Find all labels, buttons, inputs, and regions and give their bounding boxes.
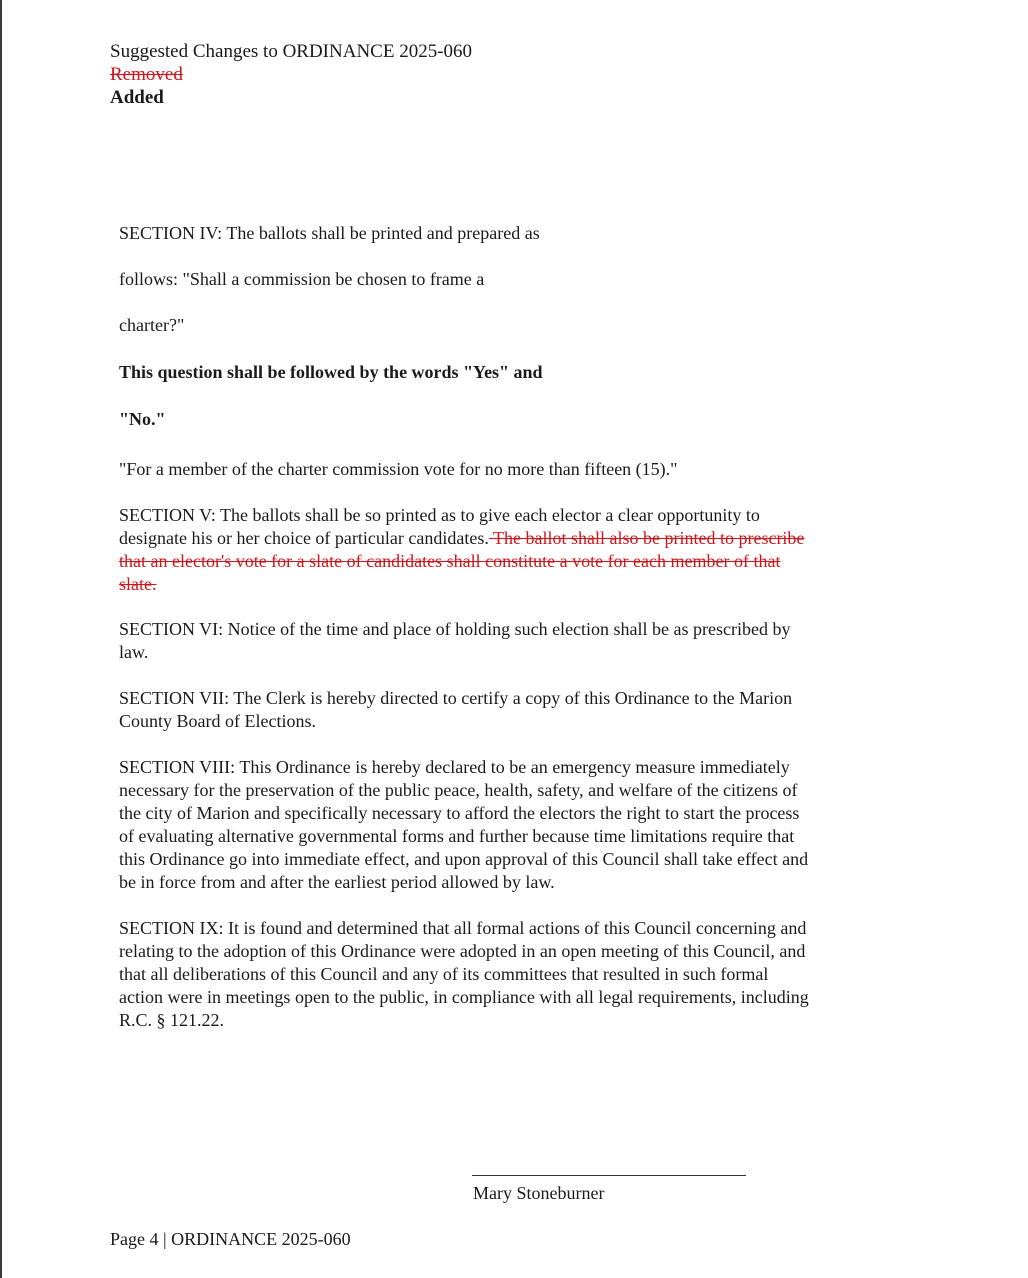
document-header [110,40,472,109]
document-title: Suggested Changes to ORDINANCE 2025-060 [110,41,473,62]
signature-name: Mary Stoneburner [473,1183,605,1203]
section-ix: SECTION IX: It is found and determined that all formal actions of this Council concerning and relating to the adoption of this Ordinance were adopted in an open meeting of this Council, and that all deliberations of this Council and any of its committees that resulted in such formal action were in meetings open to the public, in compliance with all legal requirements, including R.C. § 121.22. [119,918,809,1030]
section-v-removed-text: The ballot shall also be printed to prescribe that an elector's vote for a slate of candidates shall constitute a vote for each member of that slate. [119,528,805,594]
section-iv-added-line-1: This question shall be followed by the words "Yes" and [119,362,543,382]
page-footer: Page 4 | ORDINANCE 2025-060 [110,1229,351,1249]
section-v-text: SECTION V: The ballots shall be so printed as to give each elector a clear opportunity to designate his or her choice of particular candidates. [119,505,760,548]
page-left-edge [0,0,2,1278]
section-iv-member-vote: "For a member of the charter commission vote for no more than fifteen (15)." [119,459,678,479]
section-vi: SECTION VI: Notice of the time and place of holding such election shall be as prescribed by law. [119,619,791,662]
section-iv-line-2: follows: "Shall a commission be chosen to frame a [119,269,485,289]
ordinance-body [119,220,809,1032]
section-vii: SECTION VII: The Clerk is hereby directed to certify a copy of this Ordinance to the Marion County Board of Elections. [119,688,793,731]
signature-line [472,1175,746,1176]
section-iv-added-line-2: "No." [119,409,166,429]
section-iv-line-1: SECTION IV: The ballots shall be printed and prepared as [119,223,540,243]
section-iv-line-3: charter?" [119,315,185,335]
section-v [119,504,809,596]
legend-removed: Removed [110,64,183,85]
legend-added: Added [110,87,164,108]
section-viii: SECTION VIII: This Ordinance is hereby declared to be an emergency measure immediately necessary for the preservation of the public peace, health, safety, and welfare of the citizens of the city of Marion and specifically necessary to afford the electors the right to start the process of evaluating alternative governmental forms and further because time limitations require that this Ordinance go into immediate effect, and upon approval of this Council shall take effect and be in force from and after the earliest period allowed by law. [119,757,809,892]
